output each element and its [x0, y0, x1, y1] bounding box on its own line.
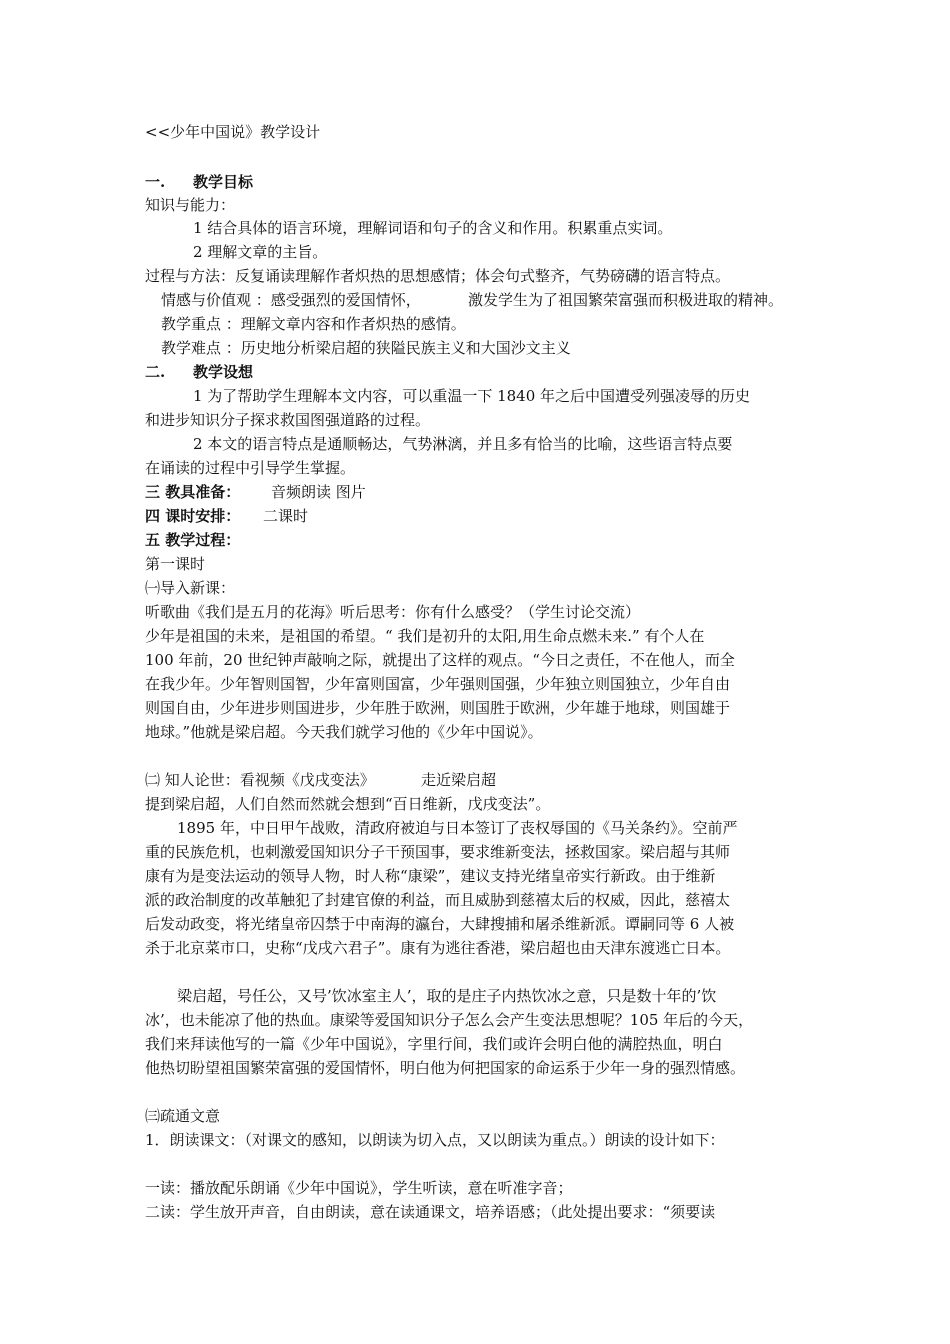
- idea-2-line-1: 2 本文的语言特点是通顺畅达，气势淋漓，并且多有恰当的比喻，这些语言特点要: [193, 435, 733, 453]
- section-1-number: 一.: [145, 173, 166, 191]
- intro-line-5: 则国自由，少年进步则国进步，少年胜于欧洲，则国胜于欧洲，少年雄于地球，则国雄于: [145, 699, 731, 717]
- emotion-value-b: 激发学生为了祖国繁荣富强而积极进取的精神。: [468, 291, 784, 309]
- section-5-label: 五 教学过程：: [145, 531, 241, 549]
- intro-line-2: 少年是祖国的未来，是祖国的希望。“ 我们是初升的太阳,用生命点燃未来.” 有个人在: [145, 627, 705, 645]
- ability-label: 知识与能力：: [145, 196, 236, 214]
- liang-line-4: 他热切盼望祖国繁荣富强的爱国情怀，明白他为何把国家的命运系于少年一身的强烈情感。: [145, 1059, 746, 1077]
- section-3-label: 三 教具准备：: [145, 483, 241, 501]
- intro-line-3: 100 年前，20 世纪钟声敲响之际，就提出了这样的观点。“今日之责任，不在他人，而全: [145, 651, 735, 669]
- know-line-2: 1895 年，中日甲午战败，清政府被迫与日本签订了丧权辱国的《马关条约》。空前严: [177, 819, 738, 837]
- process-method: 过程与方法：反复诵读理解作者炽热的思想感情；体会句式整齐，气势磅礴的语言特点。: [145, 267, 731, 285]
- lesson-1-heading: 第一课时: [145, 555, 206, 573]
- intro-heading: ㈠导入新课：: [145, 579, 236, 597]
- key-point: 教学重点 ：理解文章内容和作者炽热的感情。: [161, 315, 466, 333]
- idea-2-line-2: 在诵读的过程中引导学生掌握。: [145, 459, 356, 477]
- idea-1-line-1: 1 为了帮助学生理解本文内容，可以重温一下 1840 年之后中国遭受列强凌辱的历史: [193, 387, 751, 405]
- intro-line-1: 听歌曲《我们是五月的花海》听后思考：你有什么感受？（学生讨论交流）: [145, 603, 641, 621]
- section-1-heading: 教学目标: [193, 173, 254, 191]
- emotion-value-a: 情感与价值观 ：感受强烈的爱国情怀，: [161, 291, 421, 309]
- know-line-6: 后发动政变，将光绪皇帝囚禁于中南海的瀛台，大肆搜捕和屠杀维新派。谭嗣同等 6 人被: [145, 915, 735, 933]
- liang-line-3: 我们来拜读他写的一篇《少年中国说》，字里行间，我们或许会明白他的满腔热血，明白: [145, 1035, 723, 1053]
- doc-title: <<少年中国说》教学设计: [145, 123, 321, 141]
- read-heading: ㈢疏通文意: [145, 1107, 221, 1125]
- know-heading-b: 走近梁启超: [421, 771, 497, 789]
- know-heading-a: ㈡ 知人论世：看视频《戊戌变法》: [145, 771, 375, 789]
- difficulty: 教学难点 ：历史地分析梁启超的狭隘民族主义和大国沙文主义: [161, 339, 571, 357]
- ability-item-1: 1 结合具体的语言环境，理解词语和句子的含义和作用。积累重点实词。: [193, 219, 673, 237]
- read-step-2: 二读：学生放开声音，自由朗读，意在读通课文，培养语感；（此处提出要求：“须要读: [145, 1203, 716, 1221]
- section-4-text: 二课时: [263, 507, 309, 525]
- read-step-1: 一读：播放配乐朗诵《少年中国说》，学生听读，意在听准字音；: [145, 1179, 573, 1197]
- liang-line-1: 梁启超，号任公，又号’饮冰室主人’，取的是庄子内热饮冰之意，只是数十年的’饮: [177, 987, 717, 1005]
- section-2-heading: 教学设想: [193, 363, 254, 381]
- section-4-label: 四 课时安排：: [145, 507, 241, 525]
- know-line-1: 提到梁启超，人们自然而然就会想到“百日维新，戊戌变法”。: [145, 795, 551, 813]
- section-3-text: 音频朗读 图片: [271, 483, 366, 501]
- know-line-3: 重的民族危机，也刺激爱国知识分子干预国事，要求维新变法，拯救国家。梁启超与其师: [145, 843, 731, 861]
- liang-line-2: 冰’，也未能凉了他的热血。康梁等爱国知识分子怎么会产生变法思想呢？105 年后的今天，: [145, 1011, 754, 1029]
- intro-line-4: 在我少年。少年智则国智，少年富则国富，少年强则国强，少年独立则国独立，少年自由: [145, 675, 731, 693]
- ability-item-2: 2 理解文章的主旨。: [193, 243, 328, 261]
- idea-1-line-2: 和进步知识分子探求救国图强道路的过程。: [145, 411, 431, 429]
- intro-line-6: 地球。”他就是梁启超。今天我们就学习他的《少年中国说》。: [145, 723, 543, 741]
- know-line-4: 康有为是变法运动的领导人物，时人称“康梁”，建议支持光绪皇帝实行新政。由于维新: [145, 867, 716, 885]
- read-line-1: 1．朗读课文：（对课文的感知，以朗读为切入点，又以朗读为重点。）朗读的设计如下：: [145, 1131, 725, 1149]
- know-line-5: 派的政治制度的改革触犯了封建官僚的利益，而且威胁到慈禧太后的权威，因此，慈禧太: [145, 891, 731, 909]
- section-2-number: 二.: [145, 363, 166, 381]
- know-line-7: 杀于北京菜市口，史称“戊戌六君子”。康有为逃往香港，梁启超也由天津东渡逃亡日本。: [145, 939, 731, 957]
